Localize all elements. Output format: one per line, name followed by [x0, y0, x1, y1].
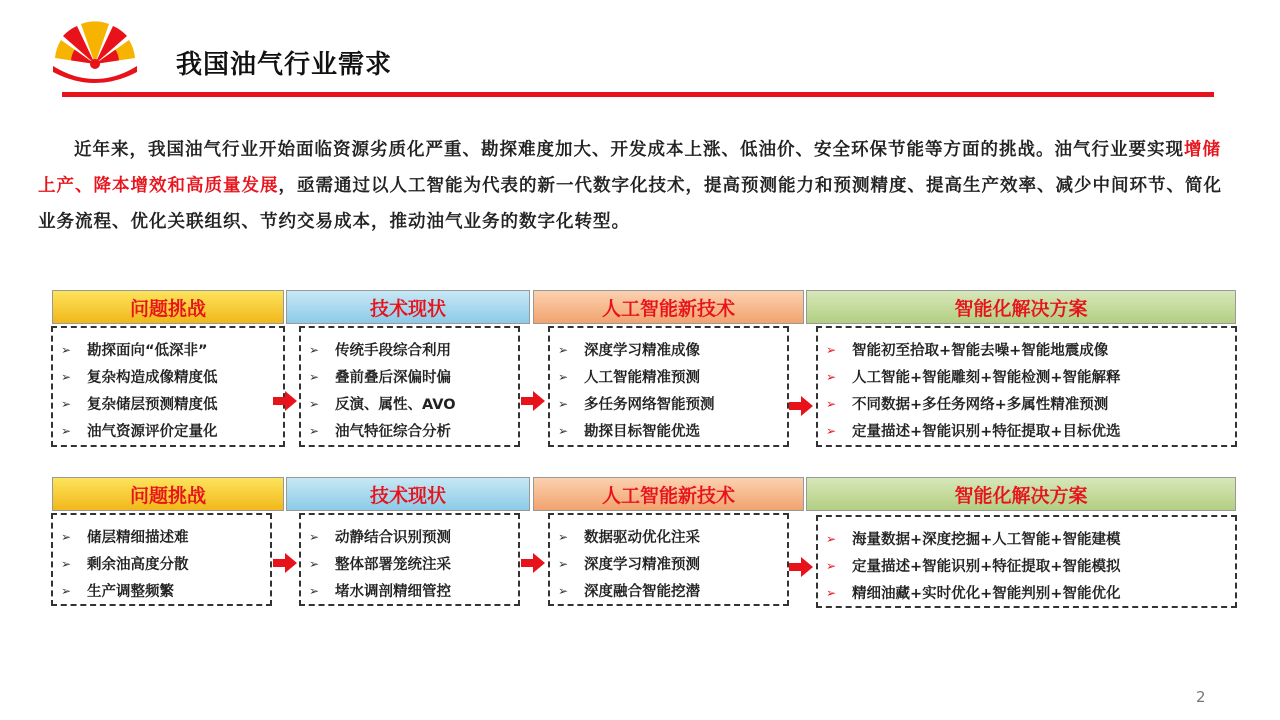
list-item: ➢ 剩余油高度分散 [61, 556, 189, 573]
list-item: ➢ 堵水调剖精细管控 [309, 583, 451, 600]
bullet-icon: ➢ [558, 583, 569, 598]
list-item: ➢ 勘探目标智能优选 [558, 423, 700, 440]
bullet-icon: ➢ [826, 531, 837, 546]
list-item: ➢ 多任务网络智能预测 [558, 396, 715, 413]
flow-arrow-icon [521, 391, 545, 411]
page-title: 我国油气行业需求 [176, 50, 393, 80]
list-item: ➢ 人工智能精准预测 [558, 369, 700, 386]
bullet-icon: ➢ [826, 396, 837, 411]
list-item: ➢ 智能初至拾取+智能去噪+智能地震成像 [826, 342, 1109, 359]
list-item: ➢ 动静结合识别预测 [309, 529, 451, 546]
bullet-icon: ➢ [309, 529, 320, 544]
list-item: ➢ 油气资源评价定量化 [61, 423, 218, 440]
bullet-icon: ➢ [826, 585, 837, 600]
list-item: ➢ 生产调整频繁 [61, 583, 174, 600]
bullet-icon: ➢ [826, 423, 837, 438]
bullet-icon: ➢ [61, 423, 72, 438]
row2-header-challenges: 问题挑战 [52, 477, 284, 511]
row2-header-solutions: 智能化解决方案 [806, 477, 1236, 511]
bullet-icon: ➢ [558, 342, 569, 357]
list-item: ➢ 储层精细描述难 [61, 529, 189, 546]
row2-ai-tech-box [548, 513, 789, 606]
page-number: 2 [1196, 688, 1206, 706]
list-item: ➢ 复杂储层预测精度低 [61, 396, 218, 413]
row2-challenges-box [51, 513, 272, 606]
list-item: ➢ 定量描述+智能识别+特征提取+智能模拟 [826, 558, 1121, 575]
bullet-icon: ➢ [61, 369, 72, 384]
row1-header-ai-tech: 人工智能新技术 [533, 290, 804, 324]
list-item: ➢ 数据驱动优化注采 [558, 529, 700, 546]
row2-header-tech-status: 技术现状 [286, 477, 530, 511]
list-item: ➢ 深度学习精准成像 [558, 342, 700, 359]
bullet-icon: ➢ [61, 342, 72, 357]
flow-arrow-icon [521, 553, 545, 573]
list-item: ➢ 人工智能+智能雕刻+智能检测+智能解释 [826, 369, 1121, 386]
list-item: ➢ 传统手段综合利用 [309, 342, 451, 359]
bullet-icon: ➢ [558, 556, 569, 571]
bullet-icon: ➢ [309, 423, 320, 438]
list-item: ➢ 复杂构造成像精度低 [61, 369, 218, 386]
bullet-icon: ➢ [309, 396, 320, 411]
list-item: ➢ 深度融合智能挖潜 [558, 583, 700, 600]
row2-header-ai-tech: 人工智能新技术 [533, 477, 804, 511]
list-item: ➢ 整体部署笼统注采 [309, 556, 451, 573]
bullet-icon: ➢ [309, 342, 320, 357]
row1-solutions-box [816, 326, 1237, 447]
title-underline [62, 92, 1214, 97]
list-item: ➢ 不同数据+多任务网络+多属性精准预测 [826, 396, 1109, 413]
intro-highlight: 增储上产、降本增效和高质量发展 [38, 140, 1221, 196]
row1-header-solutions: 智能化解决方案 [806, 290, 1236, 324]
bullet-icon: ➢ [309, 556, 320, 571]
row1-header-challenges: 问题挑战 [52, 290, 284, 324]
bullet-icon: ➢ [61, 529, 72, 544]
flow-arrow-icon [789, 557, 813, 577]
bullet-icon: ➢ [826, 369, 837, 384]
bullet-icon: ➢ [558, 369, 569, 384]
row2-solutions-box [816, 515, 1237, 608]
flow-arrow-icon [273, 553, 297, 573]
list-item: ➢ 勘探面向“低深非” [61, 342, 208, 359]
list-item: ➢ 海量数据+深度挖掘+人工智能+智能建模 [826, 531, 1121, 548]
bullet-icon: ➢ [826, 342, 837, 357]
bullet-icon: ➢ [309, 369, 320, 384]
intro-text-before: 近年来，我国油气行业开始面临资源劣质化严重、勘探难度加大、开发成本上涨、低油价、安全环保节能等方面的挑战。油气行业要实现 [74, 140, 1184, 160]
flow-arrow-icon [789, 396, 813, 416]
row1-header-tech-status: 技术现状 [286, 290, 530, 324]
bullet-icon: ➢ [558, 529, 569, 544]
list-item: ➢ 定量描述+智能识别+特征提取+目标优选 [826, 423, 1121, 440]
row1-challenges-box [51, 326, 285, 447]
list-item: ➢ 深度学习精准预测 [558, 556, 700, 573]
bullet-icon: ➢ [558, 423, 569, 438]
list-item: ➢ 精细油藏+实时优化+智能判别+智能优化 [826, 585, 1121, 602]
flow-arrow-icon [273, 391, 297, 411]
list-item: ➢ 油气特征综合分析 [309, 423, 451, 440]
intro-text-after: ，亟需通过以人工智能为代表的新一代数字化技术，提高预测能力和预测精度、提高生产效率、减少中间环节、简化业务流程、优化关联组织、节约交易成本，推动油气业务的数字化转型。 [38, 176, 1222, 232]
bullet-icon: ➢ [61, 396, 72, 411]
bullet-icon: ➢ [61, 583, 72, 598]
bullet-icon: ➢ [558, 396, 569, 411]
bullet-icon: ➢ [826, 558, 837, 573]
intro-paragraph [38, 132, 1228, 240]
list-item: ➢ 反演、属性、AVO [309, 396, 456, 413]
row2-tech-status-box [299, 513, 520, 606]
list-item: ➢ 叠前叠后深偏时偏 [309, 369, 451, 386]
row1-ai-tech-box [548, 326, 789, 447]
company-logo [52, 20, 138, 86]
bullet-icon: ➢ [61, 556, 72, 571]
bullet-icon: ➢ [309, 583, 320, 598]
row1-tech-status-box [299, 326, 520, 447]
